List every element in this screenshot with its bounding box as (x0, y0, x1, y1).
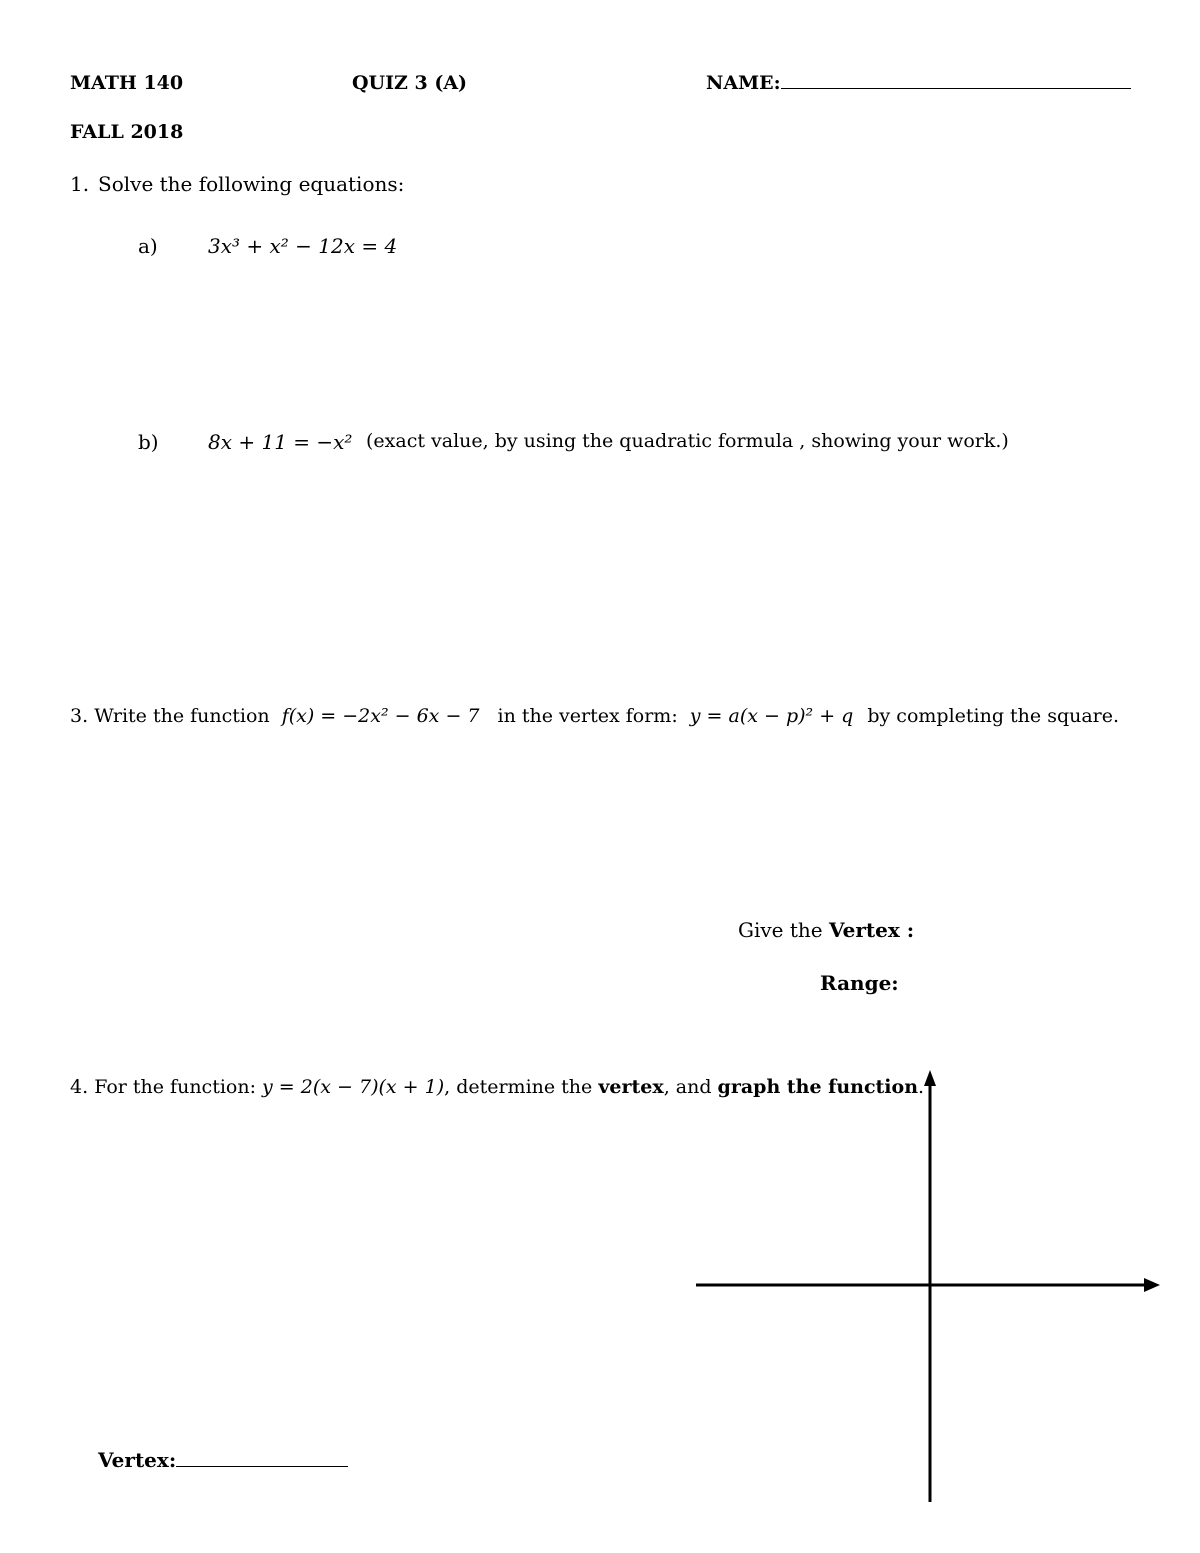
name-blank[interactable] (781, 88, 1131, 89)
question-3-post: by completing the square. (867, 705, 1120, 727)
term-label: FALL 2018 (70, 121, 184, 143)
question-1b-label: b) (138, 430, 159, 454)
question-1b-note: (exact value, by using the quadratic formula , showing your work.) (366, 430, 1009, 452)
question-4-end: . (918, 1076, 925, 1098)
question-1b-equation: 8x + 11 = −x² (208, 430, 353, 454)
question-4-mid: , determine the (444, 1076, 593, 1098)
quiz-title: QUIZ 3 (A) (352, 72, 468, 94)
y-axis-arrow-icon (924, 1070, 936, 1086)
question-3 (70, 705, 1119, 727)
question-3-number: 3. (70, 705, 89, 727)
vertex-prompt-bold: Vertex : (828, 918, 915, 942)
question-4-number: 4. (70, 1076, 89, 1098)
vertex-prompt-pre: Give the (738, 918, 823, 942)
question-1a-equation: 3x³ + x² − 12x = 4 (208, 234, 398, 258)
question-3-mid: in the vertex form: (497, 705, 678, 727)
name-label: NAME: (706, 72, 781, 94)
question-3-vertex-form: y = a(x − p)² + q (689, 705, 854, 727)
question-4-vertex-bold: vertex (598, 1076, 664, 1098)
question-1a-label: a) (138, 234, 158, 258)
question-4-and: , and (663, 1076, 712, 1098)
question-4-function: y = 2(x − 7)(x + 1) (262, 1076, 445, 1098)
vertex-answer-blank[interactable] (176, 1466, 348, 1467)
question-4-graph-bold: graph the function (717, 1076, 919, 1098)
range-label: Range: (820, 971, 899, 995)
name-field[interactable] (706, 72, 1131, 94)
question-3-pre: Write the function (94, 705, 270, 727)
coordinate-axes[interactable] (690, 1066, 1170, 1506)
question-4-pre: For the function: (94, 1076, 256, 1098)
course-title: MATH 140 (70, 72, 184, 94)
x-axis-arrow-icon (1144, 1278, 1160, 1292)
question-3-function: f(x) = −2x² − 6x − 7 (281, 705, 480, 727)
vertex-answer-label: Vertex: (98, 1448, 177, 1472)
question-1-prompt: Solve the following equations: (98, 172, 405, 196)
question-1-number: 1. (70, 172, 90, 196)
vertex-answer[interactable] (98, 1448, 348, 1472)
vertex-prompt (738, 918, 914, 942)
